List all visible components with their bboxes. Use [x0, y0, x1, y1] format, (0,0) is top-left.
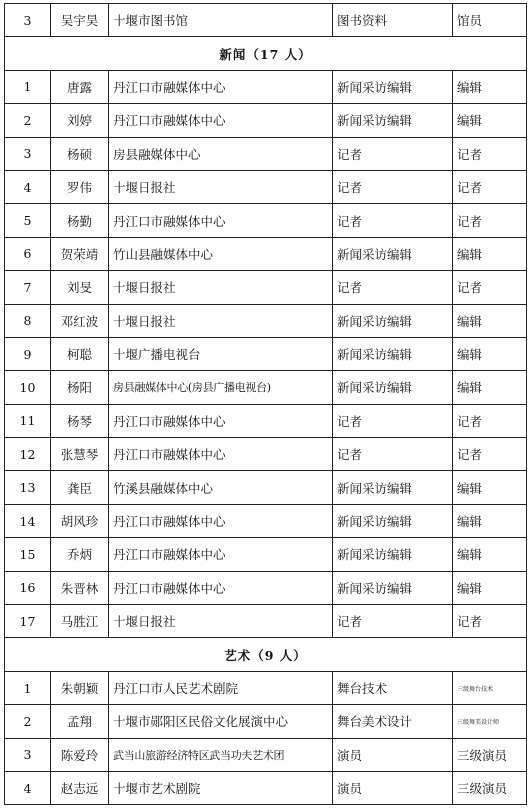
job-title: 编辑: [453, 337, 527, 370]
row-number: 10: [5, 371, 51, 404]
work-unit: 竹溪县融媒体中心: [109, 471, 333, 504]
work-unit: 武当山旅游经济特区武当功夫艺术团: [109, 738, 333, 771]
table-row: [5, 771, 527, 804]
section-header-row: [5, 37, 527, 70]
person-name: 乔炳: [51, 538, 109, 571]
person-name: 孟翔: [51, 705, 109, 738]
job-title: 记者: [453, 404, 527, 437]
job-title: 三级舞台技术: [453, 671, 527, 704]
profession: 记者: [333, 404, 453, 437]
profession: 记者: [333, 271, 453, 304]
profession: 演员: [333, 771, 453, 804]
row-number: 9: [5, 337, 51, 370]
work-unit: 十堰市图书馆: [109, 4, 333, 37]
job-title: 编辑: [453, 538, 527, 571]
job-title: 记者: [453, 271, 527, 304]
person-name: 杨阳: [51, 371, 109, 404]
work-unit: 丹江口市融媒体中心: [109, 204, 333, 237]
row-number: 12: [5, 438, 51, 471]
row-number: 8: [5, 304, 51, 337]
table-row: [5, 137, 527, 170]
work-unit: 丹江口市融媒体中心: [109, 404, 333, 437]
person-name: 朱朝颖: [51, 671, 109, 704]
row-number: 3: [5, 4, 51, 37]
work-unit: 丹江口市融媒体中心: [109, 438, 333, 471]
work-unit: 十堰市艺术剧院: [109, 771, 333, 804]
row-number: 2: [5, 705, 51, 738]
profession: 新闻采访编辑: [333, 471, 453, 504]
job-title: 三级舞美设计师: [453, 705, 527, 738]
table-row: [5, 70, 527, 103]
work-unit: 丹江口市融媒体中心: [109, 571, 333, 604]
profession: 记者: [333, 137, 453, 170]
row-number: 11: [5, 404, 51, 437]
row-number: 3: [5, 738, 51, 771]
job-title: 编辑: [453, 104, 527, 137]
job-title: 记者: [453, 605, 527, 638]
person-name: 胡风珍: [51, 504, 109, 537]
table-row: [5, 104, 527, 137]
work-unit: 十堰广播电视台: [109, 337, 333, 370]
person-name: 杨勤: [51, 204, 109, 237]
table-row: [5, 304, 527, 337]
profession: 新闻采访编辑: [333, 337, 453, 370]
person-name: 柯聪: [51, 337, 109, 370]
job-title: 记者: [453, 170, 527, 203]
row-number: 4: [5, 771, 51, 804]
profession: 记者: [333, 438, 453, 471]
profession: 新闻采访编辑: [333, 371, 453, 404]
job-title: 记者: [453, 204, 527, 237]
row-number: 7: [5, 271, 51, 304]
work-unit: 丹江口市融媒体中心: [109, 70, 333, 103]
person-name: 杨琴: [51, 404, 109, 437]
profession: 新闻采访编辑: [333, 104, 453, 137]
profession: 新闻采访编辑: [333, 538, 453, 571]
job-title: 三级演员: [453, 738, 527, 771]
job-title: 馆员: [453, 4, 527, 37]
work-unit: 十堰日报社: [109, 271, 333, 304]
person-name: 赵志远: [51, 771, 109, 804]
row-number: 1: [5, 70, 51, 103]
profession: 舞台技术: [333, 671, 453, 704]
work-unit: 十堰市郧阳区民俗文化展演中心: [109, 705, 333, 738]
person-name: 刘旻: [51, 271, 109, 304]
section-header: 新闻（17 人）: [5, 37, 527, 70]
person-name: 马胜江: [51, 605, 109, 638]
job-title: 编辑: [453, 571, 527, 604]
person-name: 唐露: [51, 70, 109, 103]
person-name: 罗伟: [51, 170, 109, 203]
profession: 新闻采访编辑: [333, 304, 453, 337]
work-unit: 十堰日报社: [109, 170, 333, 203]
person-name: 朱晋林: [51, 571, 109, 604]
work-unit: 房县融媒体中心: [109, 137, 333, 170]
profession: 舞台美术设计: [333, 705, 453, 738]
person-name: 龚臣: [51, 471, 109, 504]
job-title: 编辑: [453, 371, 527, 404]
profession: 记者: [333, 605, 453, 638]
table-row: [5, 404, 527, 437]
table-row: [5, 504, 527, 537]
job-title: 记者: [453, 438, 527, 471]
row-number: 16: [5, 571, 51, 604]
work-unit: 竹山县融媒体中心: [109, 237, 333, 270]
person-name: 邓红波: [51, 304, 109, 337]
work-unit: 丹江口市人民艺术剧院: [109, 671, 333, 704]
table-row: [5, 671, 527, 704]
work-unit: 房县融媒体中心(房县广播电视台): [109, 371, 333, 404]
table-row: [5, 738, 527, 771]
row-number: 1: [5, 671, 51, 704]
job-title: 三级演员: [453, 771, 527, 804]
job-title: 编辑: [453, 504, 527, 537]
row-number: 3: [5, 137, 51, 170]
row-number: 6: [5, 237, 51, 270]
table-row: [5, 4, 527, 37]
roster-table: [4, 3, 527, 805]
table-row: [5, 605, 527, 638]
table-row: [5, 271, 527, 304]
person-name: 贺荣靖: [51, 237, 109, 270]
row-number: 2: [5, 104, 51, 137]
work-unit: 十堰日报社: [109, 605, 333, 638]
profession: 记者: [333, 170, 453, 203]
person-name: 陈爱玲: [51, 738, 109, 771]
row-number: 4: [5, 170, 51, 203]
table-row: [5, 237, 527, 270]
profession: 图书资料: [333, 4, 453, 37]
person-name: 张慧琴: [51, 438, 109, 471]
profession: 新闻采访编辑: [333, 504, 453, 537]
job-title: 编辑: [453, 304, 527, 337]
profession: 新闻采访编辑: [333, 70, 453, 103]
table-row: [5, 438, 527, 471]
work-unit: 丹江口市融媒体中心: [109, 504, 333, 537]
table-row: [5, 170, 527, 203]
job-title: 记者: [453, 137, 527, 170]
work-unit: 丹江口市融媒体中心: [109, 538, 333, 571]
table-row: [5, 204, 527, 237]
profession: 记者: [333, 204, 453, 237]
table-row: [5, 705, 527, 738]
row-number: 17: [5, 605, 51, 638]
person-name: 吴宇昊: [51, 4, 109, 37]
roster-table-body: [5, 4, 527, 805]
profession: 演员: [333, 738, 453, 771]
table-row: [5, 371, 527, 404]
section-header: 艺术（9 人）: [5, 638, 527, 671]
job-title: 编辑: [453, 70, 527, 103]
table-row: [5, 538, 527, 571]
row-number: 5: [5, 204, 51, 237]
person-name: 杨硕: [51, 137, 109, 170]
profession: 新闻采访编辑: [333, 571, 453, 604]
profession: 新闻采访编辑: [333, 237, 453, 270]
table-row: [5, 571, 527, 604]
job-title: 编辑: [453, 237, 527, 270]
row-number: 14: [5, 504, 51, 537]
row-number: 15: [5, 538, 51, 571]
job-title: 编辑: [453, 471, 527, 504]
work-unit: 丹江口市融媒体中心: [109, 104, 333, 137]
row-number: 13: [5, 471, 51, 504]
person-name: 刘婷: [51, 104, 109, 137]
work-unit: 十堰日报社: [109, 304, 333, 337]
section-header-row: [5, 638, 527, 671]
table-row: [5, 471, 527, 504]
table-row: [5, 337, 527, 370]
